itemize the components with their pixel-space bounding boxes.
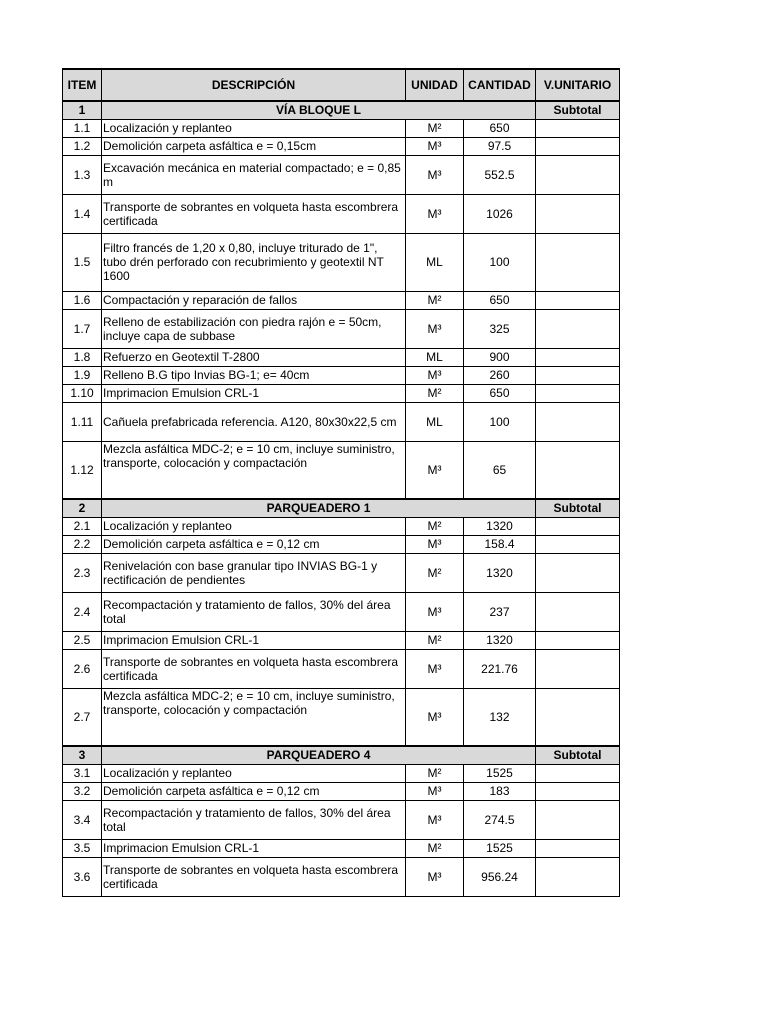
- row-unit-price: [536, 348, 620, 366]
- row-unit-price: [536, 309, 620, 348]
- section-title: PARQUEADERO 4: [102, 746, 536, 764]
- row-item: 1.6: [63, 291, 102, 309]
- row-unit-price: [536, 441, 620, 499]
- table-row: [63, 782, 620, 800]
- row-quantity: 1320: [464, 553, 536, 592]
- row-description: Excavación mecánica en material compactado; e = 0,85 m: [102, 155, 406, 194]
- row-unit: M³: [406, 441, 464, 499]
- row-item: 2.5: [63, 631, 102, 649]
- row-description: Mezcla asfáltica MDC-2; e = 10 cm, incluye suministro, transporte, colocación y compactación: [102, 441, 406, 499]
- row-quantity: 274.5: [464, 800, 536, 839]
- table-row: [63, 535, 620, 553]
- row-description: Localización y replanteo: [102, 119, 406, 137]
- row-unit: M³: [406, 782, 464, 800]
- row-item: 1.7: [63, 309, 102, 348]
- row-description: Filtro francés de 1,20 x 0,80, incluye triturado de 1", tubo drén perforado con recubrimiento y geotextil NT 1600: [102, 233, 406, 291]
- row-unit-price: [536, 194, 620, 233]
- row-quantity: 1525: [464, 764, 536, 782]
- row-quantity: 100: [464, 233, 536, 291]
- table-row: [63, 649, 620, 688]
- row-quantity: 1320: [464, 631, 536, 649]
- row-quantity: 900: [464, 348, 536, 366]
- row-item: 1.5: [63, 233, 102, 291]
- table-row: [63, 233, 620, 291]
- row-unit-price: [536, 839, 620, 857]
- row-unit-price: [536, 857, 620, 896]
- section-row: [63, 746, 620, 764]
- row-description: Imprimacion Emulsion CRL-1: [102, 631, 406, 649]
- table-row: [63, 800, 620, 839]
- row-quantity: 132: [464, 688, 536, 746]
- table-body: [63, 101, 620, 896]
- row-item: 3.4: [63, 800, 102, 839]
- row-unit-price: [536, 384, 620, 402]
- row-quantity: 97.5: [464, 137, 536, 155]
- row-description: Mezcla asfáltica MDC-2; e = 10 cm, incluye suministro, transporte, colocación y compactación: [102, 688, 406, 746]
- row-item: 3.5: [63, 839, 102, 857]
- row-item: 3.2: [63, 782, 102, 800]
- table-row: [63, 592, 620, 631]
- row-description: Recompactación y tratamiento de fallos, 30% del área total: [102, 800, 406, 839]
- row-unit: M²: [406, 517, 464, 535]
- row-quantity: 1320: [464, 517, 536, 535]
- row-quantity: 183: [464, 782, 536, 800]
- header-vunitario: V.UNITARIO: [536, 69, 620, 101]
- row-quantity: 237: [464, 592, 536, 631]
- row-description: Demolición carpeta asfáltica e = 0,12 cm: [102, 782, 406, 800]
- row-unit-price: [536, 366, 620, 384]
- table-row: [63, 194, 620, 233]
- row-unit-price: [536, 782, 620, 800]
- table-row: [63, 155, 620, 194]
- table-row: [63, 631, 620, 649]
- row-unit-price: [536, 688, 620, 746]
- row-item: 1.12: [63, 441, 102, 499]
- row-unit: M²: [406, 764, 464, 782]
- table-row: [63, 384, 620, 402]
- row-unit-price: [536, 535, 620, 553]
- row-quantity: 1026: [464, 194, 536, 233]
- row-unit: M²: [406, 839, 464, 857]
- row-unit-price: [536, 291, 620, 309]
- table-row: [63, 402, 620, 441]
- row-item: 2.2: [63, 535, 102, 553]
- row-unit: M³: [406, 800, 464, 839]
- row-description: Recompactación y tratamiento de fallos, 30% del área total: [102, 592, 406, 631]
- row-description: Renivelación con base granular tipo INVIAS BG-1 y rectificación de pendientes: [102, 553, 406, 592]
- section-item: 1: [63, 101, 102, 119]
- row-item: 2.7: [63, 688, 102, 746]
- row-quantity: 1525: [464, 839, 536, 857]
- table-row: [63, 857, 620, 896]
- section-subtotal: Subtotal: [536, 499, 620, 517]
- header-cantidad: CANTIDAD: [464, 69, 536, 101]
- row-item: 2.3: [63, 553, 102, 592]
- row-unit-price: [536, 119, 620, 137]
- row-unit: M²: [406, 631, 464, 649]
- row-item: 1.3: [63, 155, 102, 194]
- row-unit-price: [536, 517, 620, 535]
- section-item: 3: [63, 746, 102, 764]
- row-unit-price: [536, 233, 620, 291]
- row-unit-price: [536, 553, 620, 592]
- table-row: [63, 764, 620, 782]
- row-quantity: 650: [464, 291, 536, 309]
- row-quantity: 650: [464, 119, 536, 137]
- row-unit: M³: [406, 366, 464, 384]
- section-title: VÍA BLOQUE L: [102, 101, 536, 119]
- row-quantity: 221.76: [464, 649, 536, 688]
- row-description: Transporte de sobrantes en volqueta hasta escombrera certificada: [102, 194, 406, 233]
- table-row: [63, 119, 620, 137]
- row-quantity: 65: [464, 441, 536, 499]
- row-description: Demolición carpeta asfáltica e = 0,12 cm: [102, 535, 406, 553]
- section-title: PARQUEADERO 1: [102, 499, 536, 517]
- row-unit: M²: [406, 384, 464, 402]
- row-unit: M²: [406, 291, 464, 309]
- row-description: Transporte de sobrantes en volqueta hasta escombrera certificada: [102, 857, 406, 896]
- table-row: [63, 291, 620, 309]
- row-item: 1.10: [63, 384, 102, 402]
- table-row: [63, 517, 620, 535]
- row-description: Transporte de sobrantes en volqueta hasta escombrera certificada: [102, 649, 406, 688]
- section-subtotal: Subtotal: [536, 101, 620, 119]
- row-unit-price: [536, 155, 620, 194]
- row-unit-price: [536, 764, 620, 782]
- row-description: Imprimacion Emulsion CRL-1: [102, 384, 406, 402]
- header-item: ITEM: [63, 69, 102, 101]
- row-item: 1.1: [63, 119, 102, 137]
- row-description: Refuerzo en Geotextil T-2800: [102, 348, 406, 366]
- row-description: Compactación y reparación de fallos: [102, 291, 406, 309]
- row-item: 1.9: [63, 366, 102, 384]
- row-unit: M³: [406, 155, 464, 194]
- row-unit: M³: [406, 137, 464, 155]
- header-descripcion: DESCRIPCIÓN: [102, 69, 406, 101]
- row-unit: ML: [406, 402, 464, 441]
- row-unit: ML: [406, 233, 464, 291]
- table-row: [63, 137, 620, 155]
- row-item: 1.2: [63, 137, 102, 155]
- row-unit-price: [536, 631, 620, 649]
- row-unit-price: [536, 402, 620, 441]
- row-item: 1.4: [63, 194, 102, 233]
- row-unit: M³: [406, 688, 464, 746]
- row-item: 2.1: [63, 517, 102, 535]
- table-row: [63, 309, 620, 348]
- row-unit: M³: [406, 535, 464, 553]
- section-item: 2: [63, 499, 102, 517]
- row-quantity: 100: [464, 402, 536, 441]
- row-item: 2.4: [63, 592, 102, 631]
- table-row: [63, 348, 620, 366]
- row-quantity: 956.24: [464, 857, 536, 896]
- row-description: Imprimacion Emulsion CRL-1: [102, 839, 406, 857]
- table-row: [63, 441, 620, 499]
- budget-table: [62, 68, 620, 897]
- row-quantity: 650: [464, 384, 536, 402]
- section-row: [63, 499, 620, 517]
- row-item: 3.6: [63, 857, 102, 896]
- section-row: [63, 101, 620, 119]
- row-unit: ML: [406, 348, 464, 366]
- row-unit: M³: [406, 857, 464, 896]
- section-subtotal: Subtotal: [536, 746, 620, 764]
- row-description: Demolición carpeta asfáltica e = 0,15cm: [102, 137, 406, 155]
- row-description: Relleno de estabilización con piedra rajón e = 50cm, incluye capa de subbase: [102, 309, 406, 348]
- row-quantity: 260: [464, 366, 536, 384]
- row-description: Relleno B.G tipo Invias BG-1; e= 40cm: [102, 366, 406, 384]
- table-row: [63, 839, 620, 857]
- row-quantity: 158.4: [464, 535, 536, 553]
- row-unit: M³: [406, 194, 464, 233]
- row-item: 3.1: [63, 764, 102, 782]
- row-description: Localización y replanteo: [102, 764, 406, 782]
- header-unidad: UNIDAD: [406, 69, 464, 101]
- row-item: 1.8: [63, 348, 102, 366]
- header-row: [63, 69, 620, 101]
- table-row: [63, 553, 620, 592]
- table-row: [63, 366, 620, 384]
- row-unit-price: [536, 592, 620, 631]
- row-quantity: 552.5: [464, 155, 536, 194]
- row-unit-price: [536, 649, 620, 688]
- table-row: [63, 688, 620, 746]
- row-item: 2.6: [63, 649, 102, 688]
- row-unit-price: [536, 800, 620, 839]
- row-unit: M²: [406, 553, 464, 592]
- row-unit-price: [536, 137, 620, 155]
- row-description: Localización y replanteo: [102, 517, 406, 535]
- row-unit: M³: [406, 592, 464, 631]
- row-unit: M³: [406, 309, 464, 348]
- row-unit: M²: [406, 119, 464, 137]
- row-description: Cañuela prefabricada referencia. A120, 80x30x22,5 cm: [102, 402, 406, 441]
- row-item: 1.11: [63, 402, 102, 441]
- row-quantity: 325: [464, 309, 536, 348]
- row-unit: M³: [406, 649, 464, 688]
